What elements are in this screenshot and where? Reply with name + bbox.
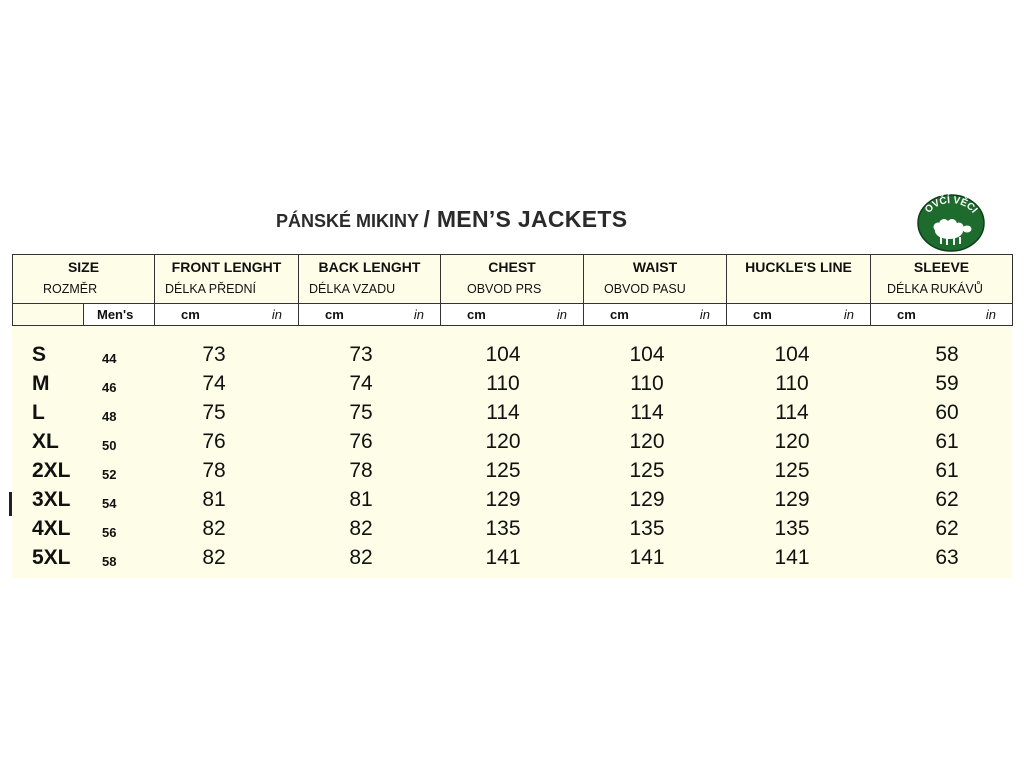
sleeve-value: 61 [935, 430, 959, 453]
unit-cell-huckle: cm in [727, 304, 871, 326]
front-length-value: 73 [202, 343, 226, 366]
header-cell-size: SIZE ROZMĚR [13, 255, 155, 304]
front-length-value: 76 [202, 430, 226, 453]
waist-value: 141 [629, 546, 665, 569]
sleeve-value: 61 [935, 459, 959, 482]
unit-cell-sleeve: cm in [871, 304, 1013, 326]
size-label: 2XL [32, 459, 71, 482]
size-number: 54 [102, 496, 117, 511]
back-length-value: 75 [349, 401, 373, 424]
chest-value: 120 [485, 430, 521, 453]
huckle-line-value: 125 [774, 459, 810, 482]
chest-value: 114 [486, 401, 520, 424]
waist-value: 110 [630, 372, 664, 395]
header-cell-waist: WAIST OBVOD PASU [584, 255, 727, 304]
back-length-value: 82 [349, 517, 373, 540]
sleeve-value: 58 [935, 343, 959, 366]
size-label: XL [32, 430, 59, 453]
size-label: 5XL [32, 546, 71, 569]
chest-value: 129 [485, 488, 521, 511]
chest-value: 104 [485, 343, 521, 366]
size-label: S [32, 343, 47, 366]
sleeve-value: 59 [935, 372, 959, 395]
header-cell-huckles-line: HUCKLE'S LINE [727, 255, 871, 304]
unit-cell-back: cm in [299, 304, 441, 326]
size-label: M [32, 372, 50, 395]
logo-text: OVČÍ VĚCI [922, 195, 980, 216]
size-number: 56 [102, 525, 117, 540]
size-number: 44 [102, 351, 117, 366]
unit-cell-chest: cm in [441, 304, 584, 326]
title-english: / MEN’S JACKETS [423, 206, 628, 232]
front-length-value: 78 [202, 459, 226, 482]
mens-label: Men's [97, 307, 134, 322]
brand-logo [916, 193, 986, 253]
table-row [12, 343, 1012, 372]
page-title [276, 206, 627, 233]
chest-value: 125 [485, 459, 521, 482]
waist-value: 120 [629, 430, 665, 453]
size-rows [12, 343, 1012, 575]
waist-value: 129 [629, 488, 665, 511]
back-length-value: 74 [349, 372, 373, 395]
header-cell-sleeve: SLEEVE DÉLKA RUKÁVŮ [871, 255, 1013, 304]
size-number: 48 [102, 409, 117, 424]
table-row [12, 517, 1012, 546]
front-length-value: 82 [202, 546, 226, 569]
huckle-line-value: 114 [775, 401, 809, 424]
header-cell-chest: CHEST OBVOD PRS [441, 255, 584, 304]
header-row-titles [13, 255, 1013, 304]
sleeve-value: 63 [935, 546, 959, 569]
waist-value: 135 [629, 517, 665, 540]
size-number: 58 [102, 554, 117, 569]
back-length-value: 81 [349, 488, 373, 511]
table-row [12, 372, 1012, 401]
table-row [12, 546, 1012, 575]
size-label: 3XL [32, 488, 71, 511]
front-length-value: 75 [202, 401, 226, 424]
size-number: 50 [102, 438, 117, 453]
size-number: 46 [102, 380, 117, 395]
unit-cell-waist: cm in [584, 304, 727, 326]
sleeve-value: 60 [935, 401, 959, 424]
table-row [12, 459, 1012, 488]
table-row [12, 430, 1012, 459]
table-row [12, 488, 1012, 517]
waist-value: 104 [629, 343, 665, 366]
header-cell-back-length: BACK LENGHT DÉLKA VZADU [299, 255, 441, 304]
unit-cell-size [13, 304, 155, 326]
huckle-line-value: 104 [774, 343, 810, 366]
edge-marker [9, 492, 12, 516]
header-row-units [13, 304, 1013, 326]
size-chart [12, 254, 1012, 578]
waist-value: 125 [629, 459, 665, 482]
huckle-line-value: 120 [774, 430, 810, 453]
front-length-value: 81 [202, 488, 226, 511]
size-number: 52 [102, 467, 117, 482]
back-length-value: 78 [349, 459, 373, 482]
chest-value: 141 [485, 546, 521, 569]
huckle-line-value: 141 [774, 546, 810, 569]
back-length-value: 82 [349, 546, 373, 569]
size-label: 4XL [32, 517, 71, 540]
title-czech: PÁNSKÉ MIKINY [276, 211, 420, 231]
huckle-line-value: 129 [774, 488, 810, 511]
table-row [12, 401, 1012, 430]
sleeve-value: 62 [935, 488, 959, 511]
chest-value: 135 [485, 517, 521, 540]
size-table-header [12, 254, 1013, 326]
front-length-value: 74 [202, 372, 226, 395]
back-length-value: 73 [349, 343, 373, 366]
huckle-line-value: 110 [775, 372, 809, 395]
back-length-value: 76 [349, 430, 373, 453]
size-label: L [32, 401, 45, 424]
chest-value: 110 [486, 372, 520, 395]
front-length-value: 82 [202, 517, 226, 540]
sleeve-value: 62 [935, 517, 959, 540]
header-cell-front-length: FRONT LENGHT DÉLKA PŘEDNÍ [155, 255, 299, 304]
waist-value: 114 [630, 401, 664, 424]
unit-cell-front: cm in [155, 304, 299, 326]
huckle-line-value: 135 [774, 517, 810, 540]
